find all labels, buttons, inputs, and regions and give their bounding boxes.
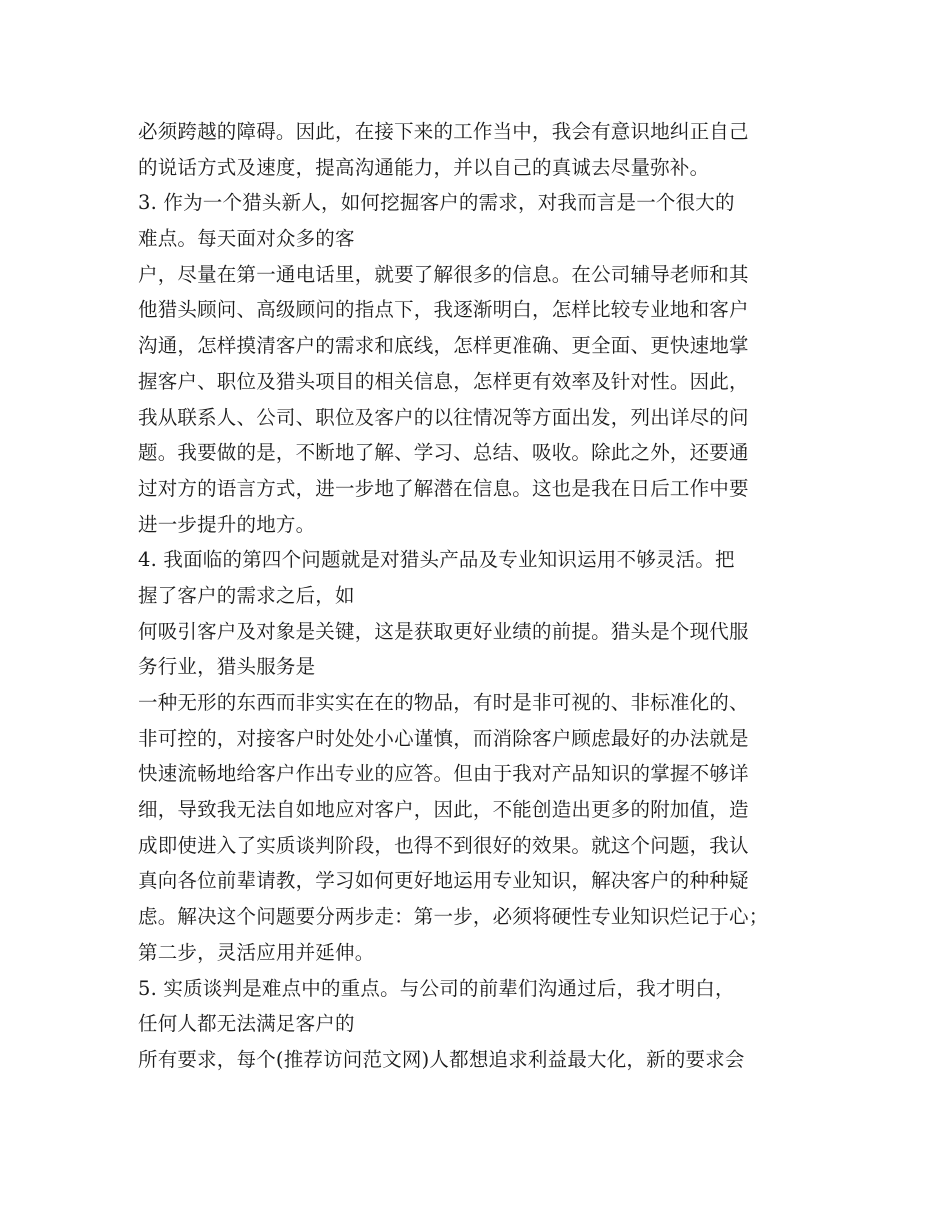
text-line: 非可控的，对接客户时处处小心谨慎，而消除客户顾虑最好的办法就是 [138,726,749,750]
text-line: 户，尽量在第一通电话里，就要了解很多的信息。在公司辅导老师和其 [138,262,749,286]
text-line: 题。我要做的是，不断地了解、学习、总结、吸收。除此之外，还要通 [138,441,749,465]
text-line: 任何人都无法满足客户的 [138,1012,355,1036]
text-line: 4. 我面临的第四个问题就是对猎头产品及专业知识运用不够灵活。把 [138,548,735,572]
text-line: 一种无形的东西而非实实在在的物品，有时是非可视的、非标准化的、 [138,691,749,714]
text-line: 3. 作为一个猎头新人，如何挖掘客户的需求，对我而言是一个很大的 [138,191,735,215]
text-line: 握了客户的需求之后，如 [138,583,355,607]
text-line: 他猎头顾问、高级顾问的指点下，我逐渐明白，怎样比较专业地和客户 [138,298,749,322]
text-line: 握客户、职位及猎头项目的相关信息，怎样更有效率及针对性。因此， [138,369,749,393]
text-line: 真向各位前辈请教，学习如何更好地运用专业知识，解决客户的种种疑 [138,869,749,893]
text-line: 我从联系人、公司、职位及客户的以往情况等方面出发，列出详尽的问 [138,405,749,429]
text-line: 必须跨越的障碍。因此，在接下来的工作当中，我会有意识地纠正自己 [138,120,749,143]
text-line: 的说话方式及速度，提高沟通能力，并以自己的真诚去尽量弥补。 [138,155,710,179]
text-line: 快速流畅地给客户作出专业的应答。但由于我对产品知识的掌握不够详 [138,762,749,786]
document-body-text [138,114,828,1078]
text-line: 细，导致我无法自如地应对客户，因此，不能创造出更多的附加值，造 [138,798,749,822]
text-line: 第二步，灵活应用并延伸。 [138,940,375,964]
text-line: 过对方的语言方式，进一步地了解潜在信息。这也是我在日后工作中要 [138,476,749,500]
text-line: 难点。每天面对众多的客 [138,227,355,251]
text-line: 何吸引客户及对象是关键，这是获取更好业绩的前提。猎头是个现代服 [138,619,749,643]
text-line: 虑。解决这个问题要分两步走：第一步，必须将硬性专业知识烂记于心； [138,905,769,929]
text-line: 所有要求，每个(推荐访问范文网)人都想追求利益最大化，新的要求会 [138,1047,745,1071]
text-line: 沟通，怎样摸清客户的需求和底线，怎样更准确、更全面、更快速地掌 [138,334,749,358]
text-line: 5. 实质谈判是难点中的重点。与公司的前辈们沟通过后，我才明白， [138,976,735,1000]
text-line: 务行业，猎头服务是 [138,655,316,679]
text-line: 成即使进入了实质谈判阶段，也得不到很好的效果。就这个问题，我认 [138,833,749,857]
text-line: 进一步提升的地方。 [138,512,316,536]
